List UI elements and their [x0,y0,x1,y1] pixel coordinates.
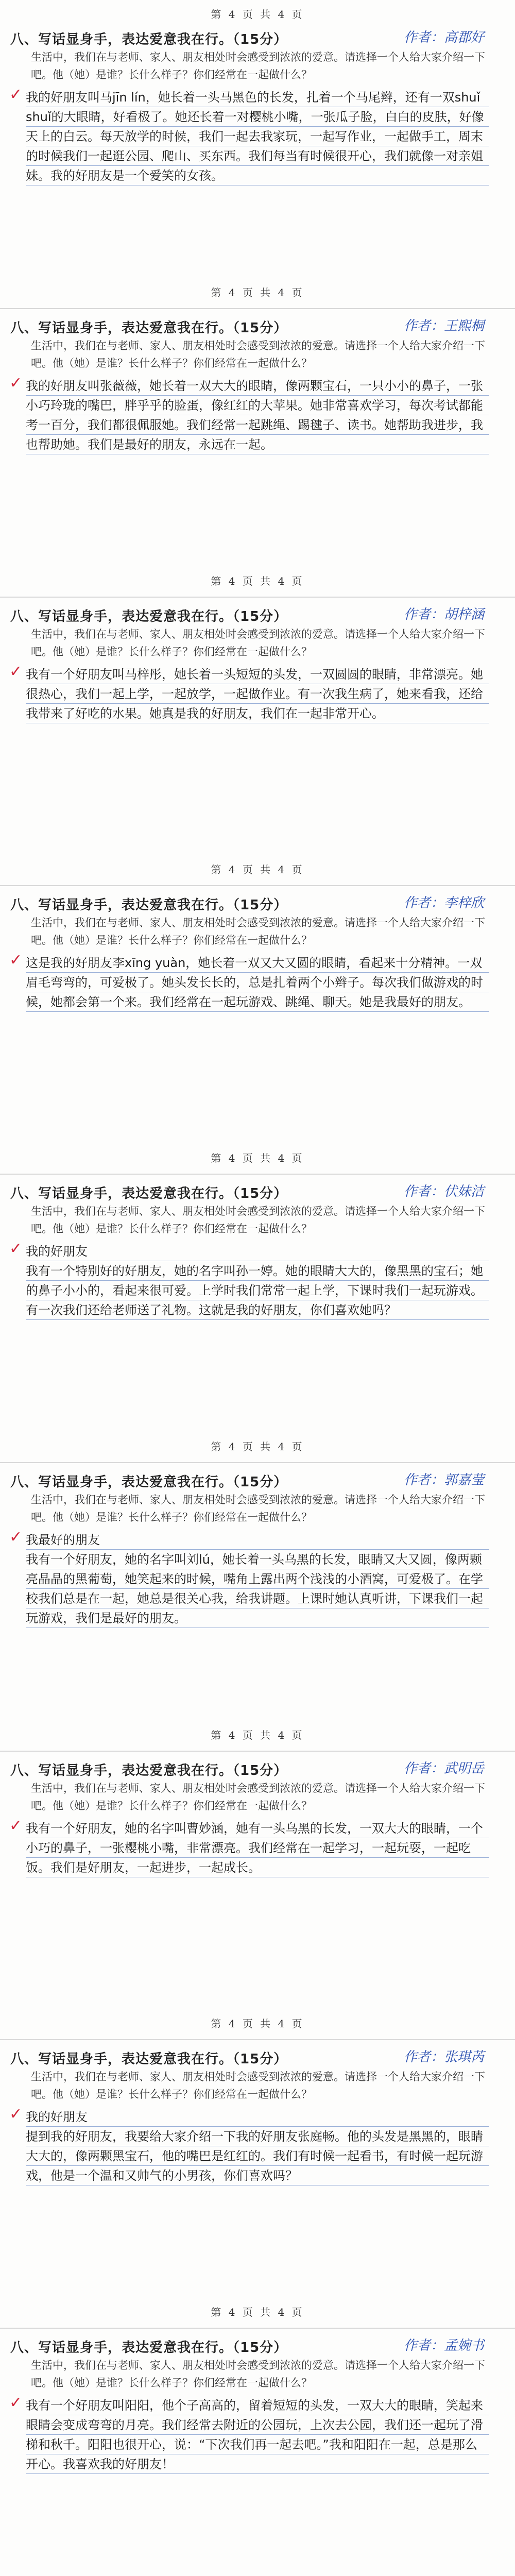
handwritten-answer: 我有一个好朋友，她的名字叫曹妙涵，她有一头乌黑的长发，一双大大的眼睛，一个小巧的鼻子，一张樱桃小嘴，非常漂亮。我们经常在一起学习，一起玩耍，一起吃饭。我们是好朋友，一起进步，一起成长。 [26,1819,489,1877]
handwritten-answer: 我最好的朋友 我有一个好朋友，她的名字叫刘lú，她长着一头乌黑的长发，眼睛又大又圆，像两颗亮晶晶的黑葡萄，她笑起来的时候，嘴角上露出两个浅浅的小酒窝，可爱极了。在学校我们总是在一起，她总是很关心我，给我讲题。上课时她认真听讲，下课我们一起玩游戏，我们是最好的朋友。 [26,1530,489,1628]
handwritten-answer: 这是我的好朋友李xīng yuàn，她长着一双又大又圆的眼睛，看起来十分精神。一双眉毛弯弯的，可爱极了。她头发长长的，总是扎着两个小辫子。每次我们做游戏的时候，她都会第一个来。我们经常在一起玩游戏、跳绳、聊天。她是我最好的朋友。 [26,953,489,1012]
score-mark: ✓ [9,2394,23,2412]
question-prompt: 生活中，我们在与老师、家人、朋友相处时会感受到浓浓的爱意。请选择一个人给大家介绍一下吧。他（她）是谁？长什么样子？你们经常在一起做什么？ [31,1782,485,1812]
handwritten-answer: 我有一个好朋友叫阳阳，他个子高高的，留着短短的头发，一双大大的眼睛，笑起来眼睛会变成弯弯的月亮。我们经常去附近的公园玩，上次去公园，我们还一起玩了滑梯和秋千。阳阳也很开心，说：“下次我们再一起去吧。”我和阳阳在一起，总是那么开心。我喜欢我的好朋友！ [26,2396,489,2474]
worksheet-page [0,2040,515,2329]
question-prompt: 生活中，我们在与老师、家人、朋友相处时会感受到浓浓的爱意。请选择一个人给大家介绍一下吧。他（她）是谁？长什么样子？你们经常在一起做什么？ [31,51,485,81]
page-footer: 第 4 页 共 4 页 [211,286,304,299]
score-mark: ✓ [9,86,23,104]
question-prompt: 生活中，我们在与老师、家人、朋友相处时会感受到浓浓的爱意。请选择一个人给大家介绍一下吧。他（她）是谁？长什么样子？你们经常在一起做什么？ [31,340,485,369]
question-title: 八、写话显身手，表达爱意我在行。（15分） [10,2052,288,2067]
score-mark: ✓ [9,951,23,969]
author-label: 作者：孟婉书 [403,2338,484,2353]
author-label: 作者：王熙桐 [403,318,484,334]
score-mark: ✓ [9,1240,23,1258]
page-footer: 第 4 页 共 4 页 [211,2018,304,2030]
handwritten-answer: 我的好朋友叫张薇薇，她长着一双大大的眼睛，像两颗宝石，一只小小的鼻子，一张小巧玲珑的嘴巴，胖乎乎的脸蛋，像红红的大苹果。她非常喜欢学习，每次考试都能考一百分，我们都很佩服她。我们经常一起跳绳、踢毽子、读书。她帮助我进步，我也帮助她。我们是最好的朋友，永远在一起。 [26,376,489,454]
author-label: 作者：李梓欣 [403,895,484,911]
worksheet-page [0,886,515,1175]
worksheet-page [0,309,515,598]
page-footer: 第 4 页 共 4 页 [211,2306,304,2318]
page-footer: 第 4 页 共 4 页 [211,575,304,587]
top-fragment-strip [0,0,515,22]
worksheet-page [0,1175,515,1463]
question-title: 八、写话显身手，表达爱意我在行。（15分） [10,320,288,336]
page-footer: 第 4 页 共 4 页 [211,863,304,876]
question-prompt: 生活中，我们在与老师、家人、朋友相处时会感受到浓浓的爱意。请选择一个人给大家介绍一下吧。他（她）是谁？长什么样子？你们经常在一起做什么？ [31,1205,485,1235]
question-prompt: 生活中，我们在与老师、家人、朋友相处时会感受到浓浓的爱意。请选择一个人给大家介绍一下吧。他（她）是谁？长什么样子？你们经常在一起做什么？ [31,917,485,946]
score-mark: ✓ [9,1528,23,1546]
author-label: 作者：张琪芮 [403,2049,484,2065]
question-title: 八、写话显身手，表达爱意我在行。（15分） [10,32,288,47]
question-prompt: 生活中，我们在与老师、家人、朋友相处时会感受到浓浓的爱意。请选择一个人给大家介绍一下吧。他（她）是谁？长什么样子？你们经常在一起做什么？ [31,2071,485,2100]
question-title: 八、写话显身手，表达爱意我在行。（15分） [10,897,288,913]
handwritten-answer: 我有一个好朋友叫马梓彤，她长着一头短短的头发，一双圆圆的眼睛，非常漂亮。她很热心，我们一起上学，一起放学，一起做作业。有一次我生病了，她来看我，还给我带来了好吃的水果。她真是我的好朋友，我们在一起非常开心。 [26,665,489,723]
worksheet-page [0,2329,515,2576]
score-mark: ✓ [9,1817,23,1835]
page-footer: 第 4 页 共 4 页 [211,1729,304,1741]
author-label: 作者：高郡好 [403,30,484,45]
score-mark: ✓ [9,2105,23,2123]
handwritten-answer: 我的好朋友 提到我的好朋友，我要给大家介绍一下我的好朋友张庭畅。他的头发是黑黑的，眼睛大大的，像两颗黑宝石，他的嘴巴是红红的。我们有时候一起看书，有时候一起玩游戏，他是一个温和又帅气的小男孩，你们喜欢吗？ [26,2107,489,2185]
page-footer: 第 4 页 共 4 页 [211,1152,304,1164]
handwritten-answer: 我的好朋友叫马jīn lín，她长着一头马黑色的长发，扎着一个马尾辫，还有一双shuǐ shuǐ的大眼睛，好看极了。她还长着一对樱桃小嘴，一张瓜子脸，白白的皮肤，好像天上的白云。每天放学的时候，我们一起去我家玩，一起写作业，一起做手工，周末的时候我们一起逛公园、爬山、买东西。我们每当有时候很开心，我们就像一对亲姐妹。我的好朋友是一个爱笑的女孩。 [26,88,489,185]
handwritten-answer: 我的好朋友 我有一个特别好的好朋友，她的名字叫孙一婷。她的眼睛大大的，像黑黑的宝石；她的鼻子小小的，看起来很可爱。上学时我们常常一起上学，下课时我们一起玩游戏。有一次我们还给老师送了礼物。这就是我的好朋友，你们喜欢她吗？ [26,1242,489,1320]
worksheet-page [0,1752,515,2040]
page-footer: 第 4 页 共 4 页 [211,1440,304,1453]
worksheet-page [0,598,515,886]
author-label: 作者：郭嘉莹 [403,1472,484,1488]
question-prompt: 生活中，我们在与老师、家人、朋友相处时会感受到浓浓的爱意。请选择一个人给大家介绍一下吧。他（她）是谁？长什么样子？你们经常在一起做什么？ [31,628,485,658]
question-title: 八、写话显身手，表达爱意我在行。（15分） [10,609,288,624]
score-mark: ✓ [9,663,23,681]
worksheet-page [0,1463,515,1752]
question-title: 八、写话显身手，表达爱意我在行。（15分） [10,1186,288,1201]
author-label: 作者：伏妹洁 [403,1184,484,1199]
author-label: 作者：武明岳 [403,1761,484,1776]
worksheet-page [0,21,515,309]
question-prompt: 生活中，我们在与老师、家人、朋友相处时会感受到浓浓的爱意。请选择一个人给大家介绍一下吧。他（她）是谁？长什么样子？你们经常在一起做什么？ [31,2359,485,2389]
page-footer: 第 4 页 共 4 页 [211,8,304,21]
question-title: 八、写话显身手，表达爱意我在行。（15分） [10,1763,288,1778]
author-label: 作者：胡梓涵 [403,607,484,622]
score-mark: ✓ [9,374,23,392]
question-title: 八、写话显身手，表达爱意我在行。（15分） [10,1475,288,1490]
question-title: 八、写话显身手，表达爱意我在行。（15分） [10,2340,288,2355]
question-prompt: 生活中，我们在与老师、家人、朋友相处时会感受到浓浓的爱意。请选择一个人给大家介绍一下吧。他（她）是谁？长什么样子？你们经常在一起做什么？ [31,1494,485,1523]
